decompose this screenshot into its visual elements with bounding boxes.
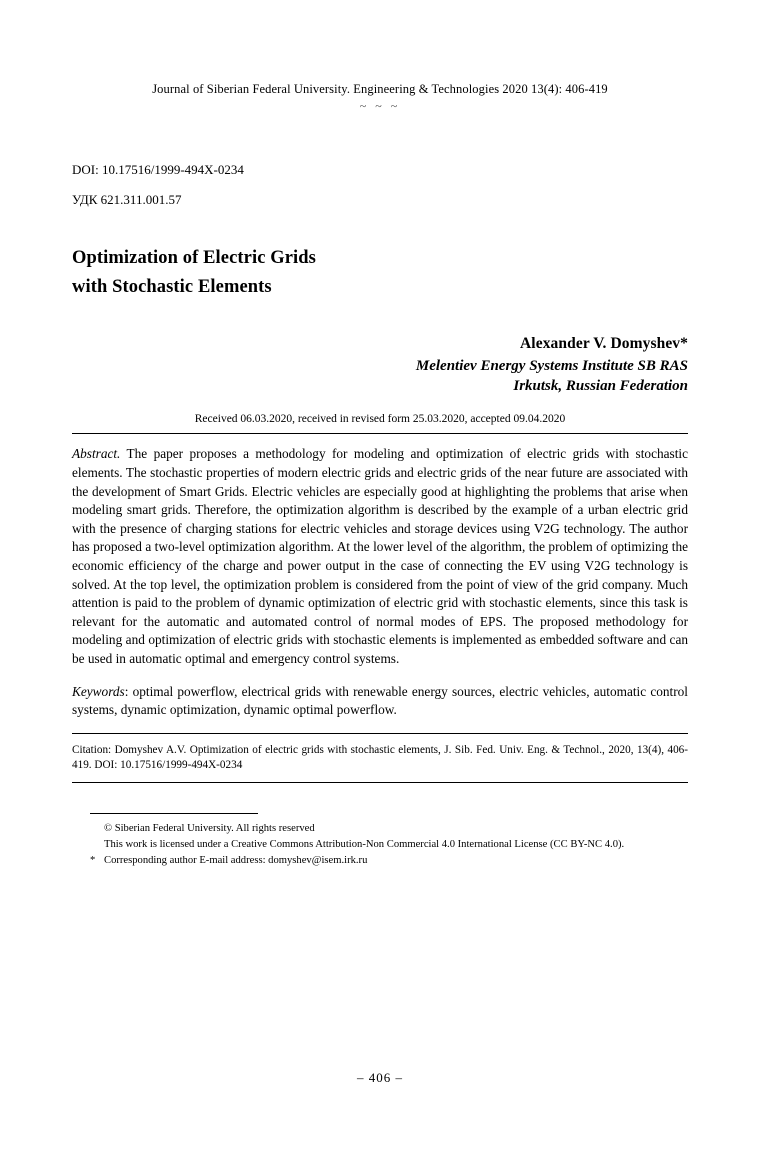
doi-line: DOI: 10.17516/1999-494X-0234 [72,162,244,177]
journal-running-head: Journal of Siberian Federal University. Engineering & Technologies 2020 13(4): 406-419 [152,82,608,96]
abstract-paragraph [72,445,688,668]
author-affiliation-location: Irkutsk, Russian Federation [513,378,688,395]
abstract-label: Abstract. [72,446,121,462]
page-title [72,244,688,301]
citation-block: Citation: Domyshev A.V. Optimization of electric grids with stochastic elements, J. Sib. Fed. Univ. Eng. & Technol., 2020, 13(4), 406-419. DOI: 10.17516/1999-494X-0234 [72,743,688,771]
divider-above-citation [72,733,688,734]
received-dates: Received 06.03.2020, received in revised form 25.03.2020, accepted 09.04.2020 [194,413,566,426]
author-name: Alexander V. Domyshev* [520,335,688,353]
keywords-label: Keywords [72,683,125,699]
page-number: – 406 – [357,1070,403,1085]
divider-above-abstract [72,433,688,434]
article-title-line-1: Optimization of Electric Grids [72,248,316,268]
article-title-line-2: with Stochastic Elements [72,276,272,297]
footnote-separator [90,813,258,814]
footnote-copyright: © Siberian Federal University. All rights reserved [104,823,315,835]
footnote-corresponding-author: Corresponding author E-mail address: domyshev@isem.irk.ru [104,854,368,866]
divider-below-citation [72,782,688,783]
ornament-divider: ~ ~ ~ [359,99,401,113]
keywords-paragraph [72,683,688,720]
author-block [72,335,688,395]
footnote-corresponding-row [90,853,688,869]
udk-line: УДК 621.311.001.57 [72,192,182,207]
footnote-star-marker: * [90,854,96,866]
footnote-license: This work is licensed under a Creative Commons Attribution-Non Commercial 4.0 International License (CC BY-NC 4.0). [104,838,625,850]
abstract-text: The paper proposes a methodology for modeling and optimization of electric grids with stochastic elements. The stochastic properties of modern electric grids and electric grids of the near future are associated with the development of Smart Grids. Electric vehicles are especially good at highlighting the problems that arise when modeling smart grids. Therefore, the optimization algorithm is described by the example of a urban electric grid with the presence of charging stations for electric vehicles and storage devices using V2G technology. The author has proposed a two-level optimization algorithm. At the lower level of the algorithm, the problem of optimizing the economic efficiency of the charge and power output in the case of connecting the EV using V2G technology is solved. At the top level, the optimization problem is considered from the point of view of the grid company. Much attention is paid to the problem of dynamic optimization of electric grid with stochastic elements, since this task is relevant for the automatic and automated control of normal modes of EPS. The proposed methodology for modeling and optimization of electric grids with stochastic elements is implemented as embedded software and can be used in automatic optimal and emergency control systems. [72,446,688,667]
footnotes [72,821,688,869]
keywords-text: : optimal powerflow, electrical grids with renewable energy sources, electric vehicles, automatic control systems, dynamic optimization, dynamic optimal powerflow. [72,683,688,718]
article-page [0,82,760,1162]
author-affiliation-institute: Melentiev Energy Systems Institute SB RAS [415,358,688,375]
